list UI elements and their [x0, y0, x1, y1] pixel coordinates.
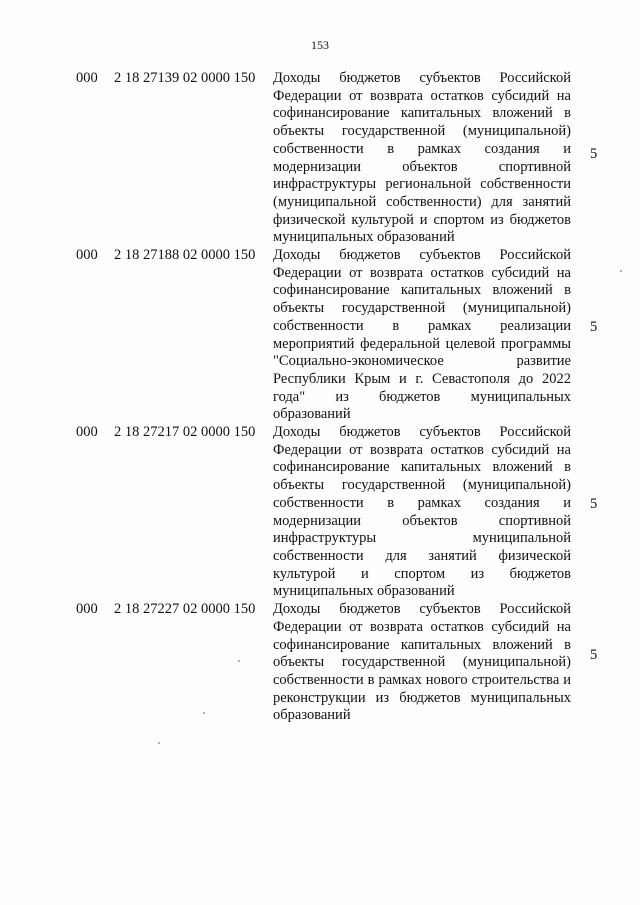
admin-code: 000: [76, 247, 98, 264]
scan-speck: [238, 660, 240, 662]
revenue-description: Доходы бюджетов субъектов Российской Федерации от возврата остатков субсидий на софинансирование капитальных вложений в объекты государственной (муниципальной) собственности в рамках реализации мероприятий федеральной целевой программы "Социально-экономическое развитие Республики Крым и г. Севастополя до 2022 года" из бюджетов муниципальных образований: [273, 247, 571, 423]
revenue-table: [0, 70, 640, 725]
budget-classification-code: 2 18 27139 02 0000 150: [114, 70, 256, 86]
scan-speck: [620, 270, 622, 272]
revenue-description: Доходы бюджетов субъектов Российской Федерации от возврата остатков субсидий на софинансирование капитальных вложений в объекты государственной (муниципальной) собственности в рамках создания и модернизации объектов спортивной инфраструктуры региональной собственности (муниципальной собственности) для занятий физической культурой и спортом из бюджетов муниципальных образований: [273, 70, 571, 246]
budget-classification-code: 2 18 27217 02 0000 150: [114, 424, 256, 441]
table-row: [0, 70, 640, 247]
table-row: [0, 601, 640, 725]
admin-code: 000: [76, 424, 98, 441]
budget-classification-code: 2 18 27227 02 0000 150: [114, 601, 256, 618]
amount-value: 5: [590, 496, 598, 513]
amount-value: 5: [590, 319, 598, 336]
scan-speck: [158, 742, 160, 744]
budget-classification-code: 2 18 27188 02 0000 150: [114, 247, 256, 264]
table-row: [0, 424, 640, 601]
revenue-description: Доходы бюджетов субъектов Российской Федерации от возврата остатков субсидий на софинансирование капитальных вложений в объекты государственной (муниципальной) собственности в рамках создания и модернизации объектов спортивной инфраструктуры муниципальной собственности для занятий физической культурой и спортом из бюджетов муниципальных образований: [273, 424, 571, 600]
page-number: 153: [311, 38, 329, 52]
revenue-description: Доходы бюджетов субъектов Российской Федерации от возврата остатков субсидий на софинансирование капитальных вложений в объекты государственной (муниципальной) собственности в рамках нового строительства и реконструкции из бюджетов муниципальных образований: [273, 601, 571, 724]
amount-value: 5: [590, 146, 598, 162]
table-row: [0, 247, 640, 424]
amount-value: 5: [590, 647, 598, 664]
admin-code: 000: [76, 70, 98, 86]
scan-speck: [203, 712, 205, 714]
admin-code: 000: [76, 601, 98, 618]
